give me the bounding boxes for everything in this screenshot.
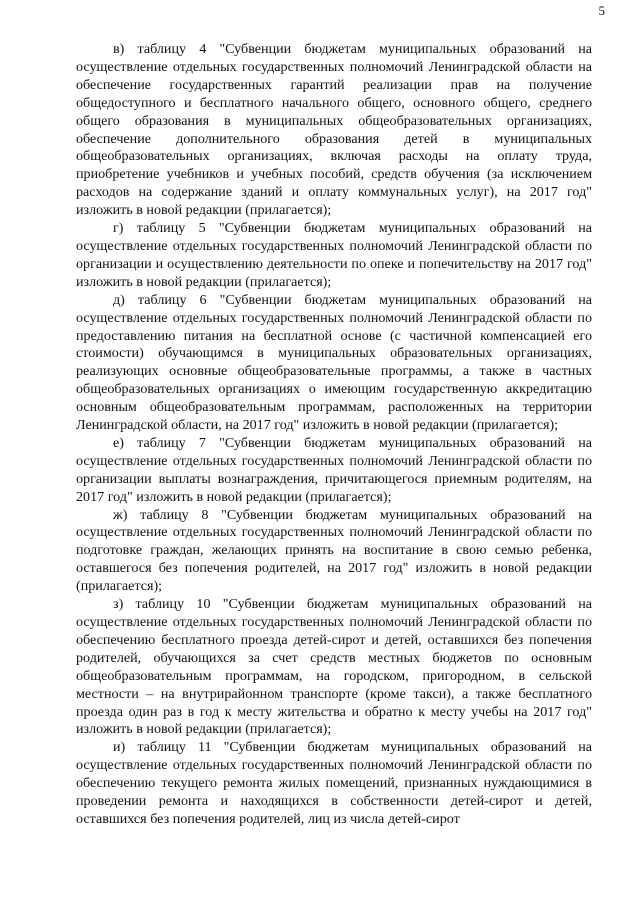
paragraph-g-table-5: г) таблицу 5 "Субвенции бюджетам муниципальных образований на осуществление отдельных государственных полномочий Ленинградской области по организации и осуществлению деятельности по опеке и попечительству на 2017 год" изложить в новой редакции (прилагается); [76,220,592,290]
paragraph-d-table-6: д) таблицу 6 "Субвенции бюджетам муниципальных образований на осуществление отдельных государственных полномочий Ленинградской области по предоставлению питания на бесплатной основе (с частичной компенсацией его стоимости) обучающимся в муниципальных образовательных организациях, реализующих основные общеобразовательные программы, а также в частных общеобразовательных организациях о имеющим государственную аккредитацию основным общеобразовательным программам, расположенных на территории Ленинградской области, на 2017 год" изложить в новой редакции (прилагается); [76,291,592,434]
document-body [76,41,592,829]
paragraph-i-table-11: и) таблицу 11 "Субвенции бюджетам муниципальных образований на осуществление отдельных государственных полномочий Ленинградской области по обеспечению текущего ремонта жилых помещений, признанных нуждающимися в проведении ремонта и находящихся в собственности детей-сирот и детей, оставшихся без попечения родителей, лиц из числа детей-сирот [76,739,592,827]
paragraph-z-table-10: з) таблицу 10 "Субвенции бюджетам муниципальных образований на осуществление отдельных государственных полномочий Ленинградской области по обеспечению бесплатного проезда детей-сирот и детей, оставшихся без попечения родителей, обучающихся за счет средств местных бюджетов по основным общеобразовательным программам, на городском, пригородном, в сельской местности – на внутрирайонном транспорте (кроме такси), а также бесплатного проезда один раз в год к месту жительства и обратно к месту учебы на 2017 год" изложить в новой редакции (прилагается); [76,596,592,738]
paragraph-zh-table-8: ж) таблицу 8 "Субвенции бюджетам муниципальных образований на осуществление отдельных государственных полномочий Ленинградской области по подготовке граждан, желающих принять на воспитание в свою семью ребенка, оставшегося без попечения родителей, на 2017 год" изложить в новой редакции (прилагается); [76,506,592,595]
paragraph-e-table-7: е) таблицу 7 "Субвенции бюджетам муниципальных образований на осуществление отдельных государственных полномочий Ленинградской области по организации выплаты вознаграждения, причитающегося приемным родителям, на 2017 год" изложить в новой редакции (прилагается); [76,434,592,505]
page-number: 5 [598,3,605,18]
paragraph-v-table-4: в) таблицу 4 "Субвенции бюджетам муниципальных образований на осуществление отдельных государственных полномочий Ленинградской области на обеспечение государственных гарантий реализации прав на получение общедоступного и бесплатного начального общего, основного общего, среднего общего образования в муниципальных общеобразовательных организациях, обеспечение дополнительного образования детей в муниципальных общеобразовательных организациях, включая расходы на оплату труда, приобретение учебников и учебных пособий, средств обучения (за исключением расходов на содержание зданий и оплату коммунальных услуг), на 2017 год" изложить в новой редакции (прилагается); [76,41,592,219]
